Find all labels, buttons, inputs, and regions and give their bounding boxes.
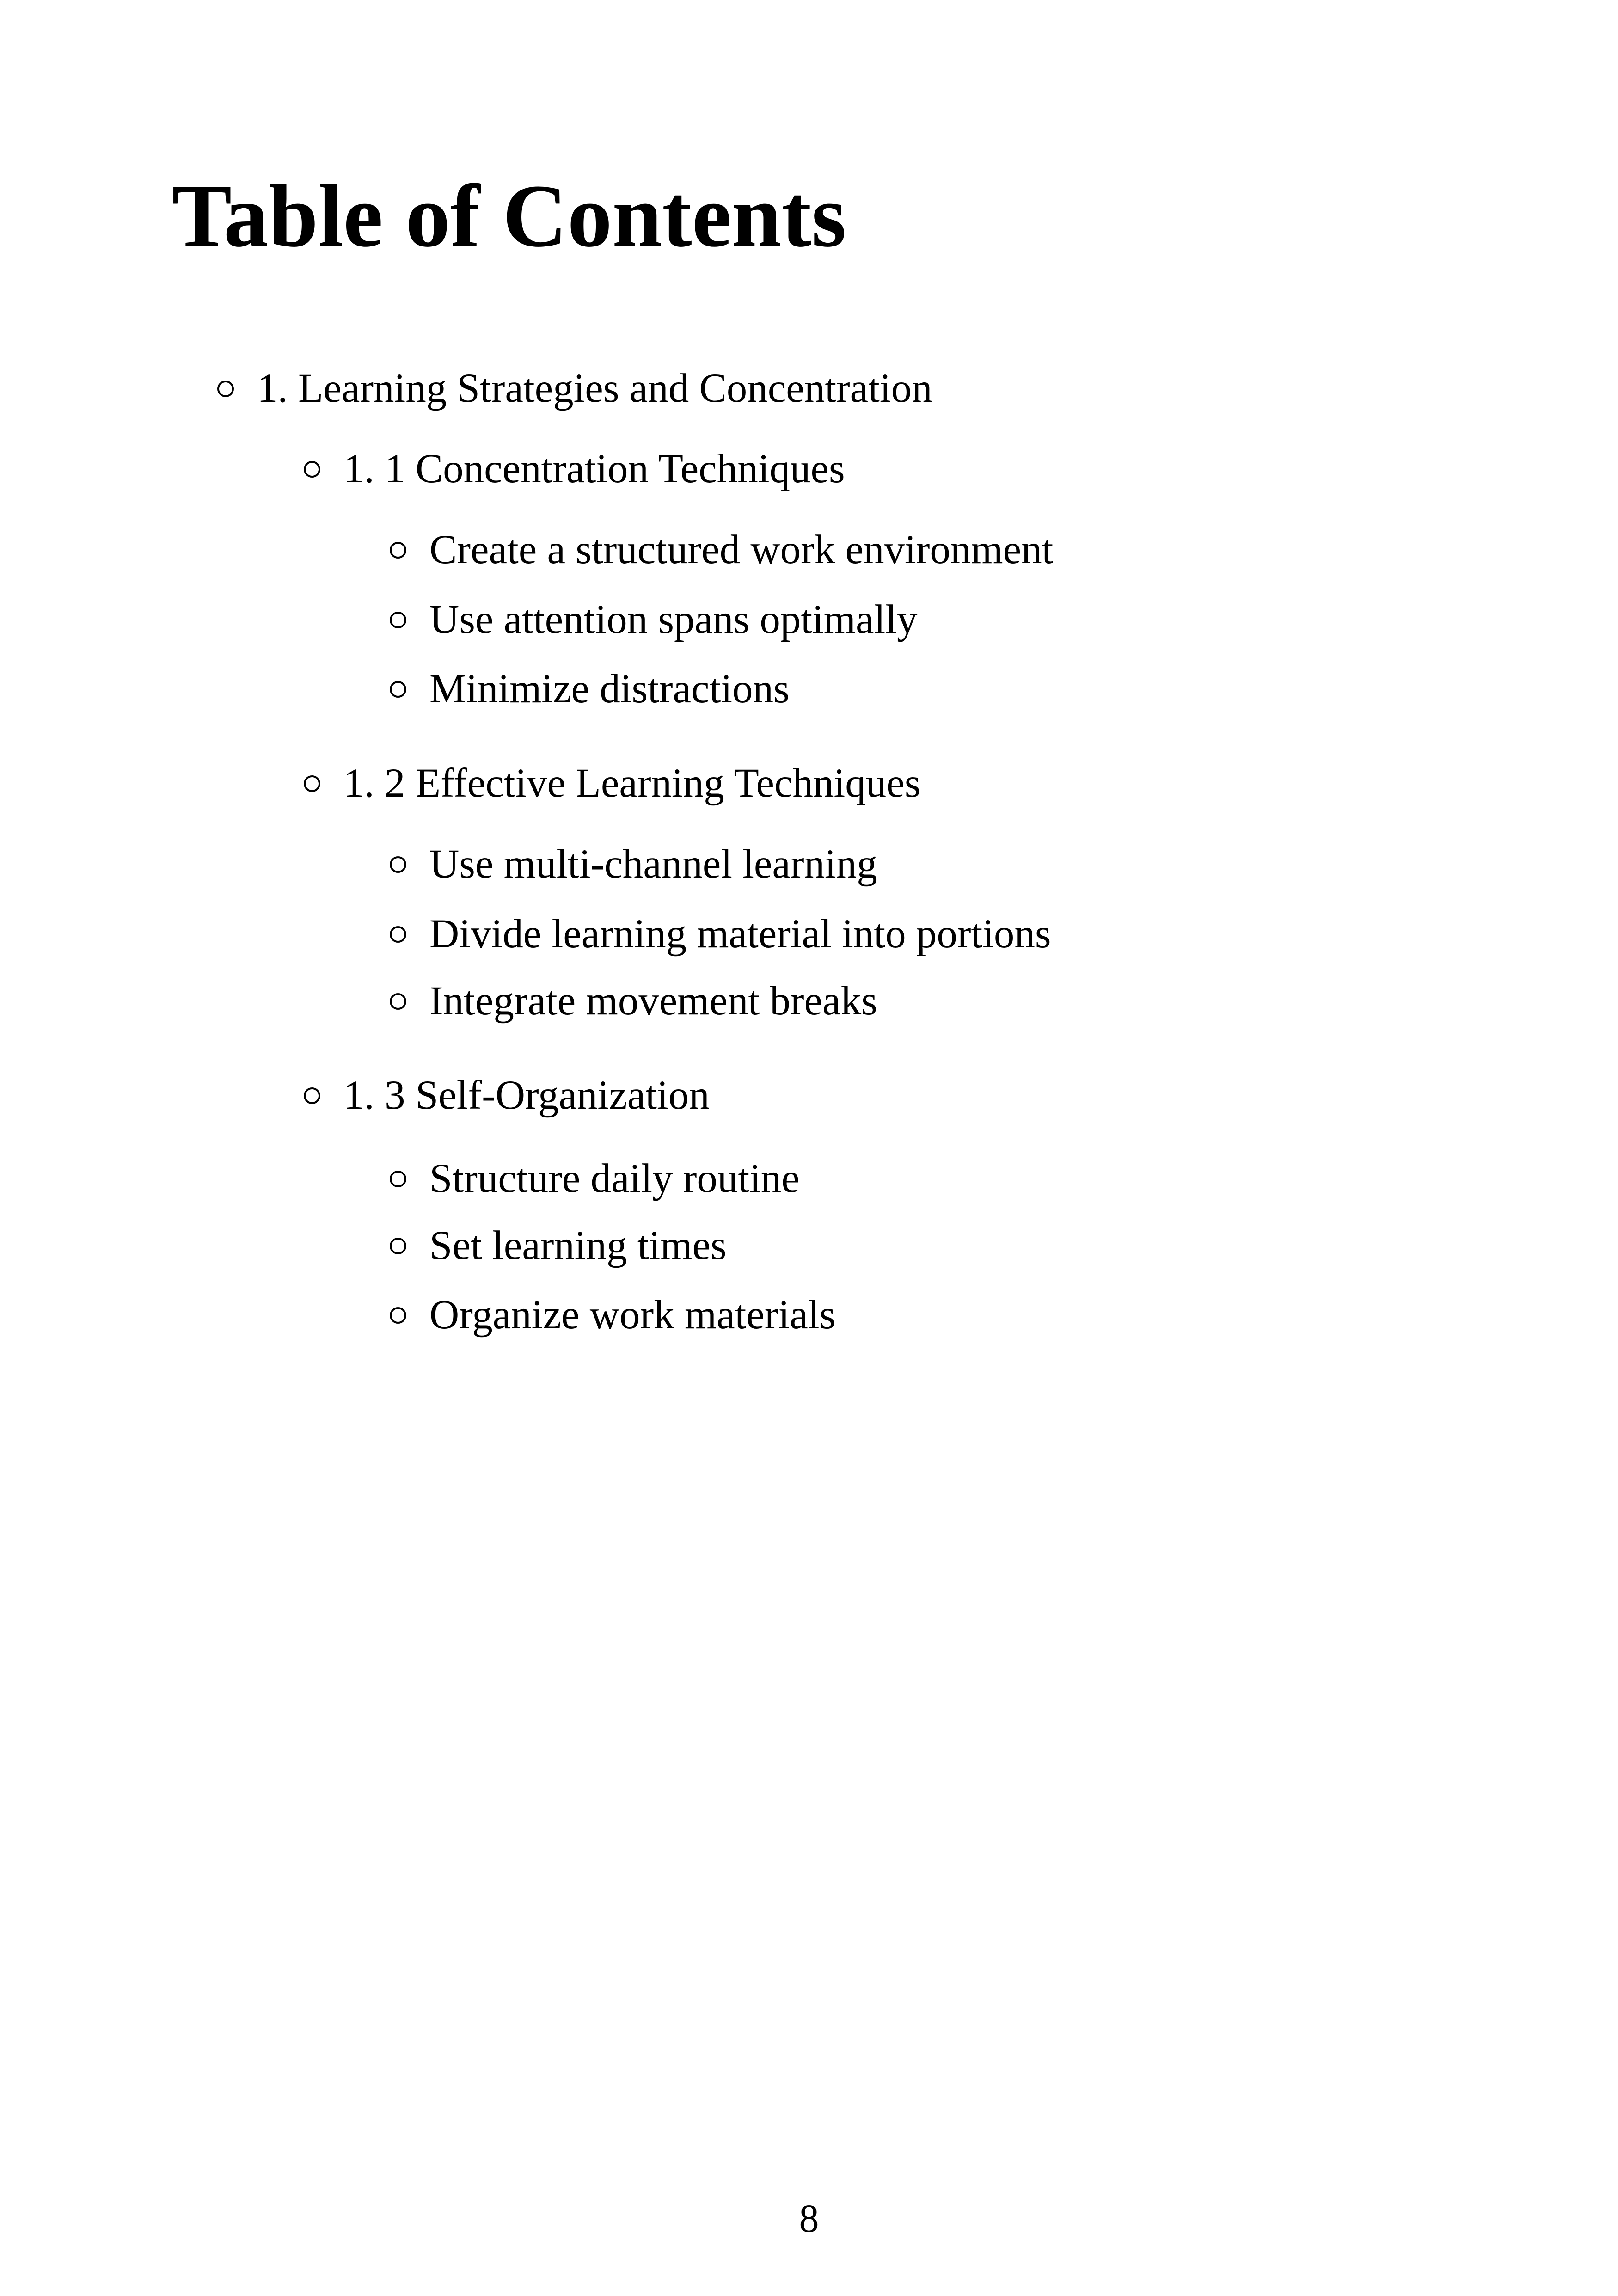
toc-chapter-1[interactable] <box>217 368 932 409</box>
hollow-circle-bullet-icon <box>390 856 406 873</box>
toc-item[interactable] <box>390 978 877 1024</box>
toc-section-1-2[interactable] <box>304 763 920 804</box>
hollow-circle-bullet-icon <box>390 1171 406 1187</box>
hollow-circle-bullet-icon <box>390 993 406 1010</box>
toc-item-label: Minimize distractions <box>429 666 790 712</box>
toc-item[interactable] <box>390 911 1051 957</box>
toc-item-label: Structure daily routine <box>429 1156 800 1201</box>
hollow-circle-bullet-icon <box>390 681 406 698</box>
toc-item-label: Create a structured work environment <box>429 527 1054 572</box>
hollow-circle-bullet-icon <box>304 461 320 478</box>
toc-item[interactable] <box>390 1158 800 1199</box>
hollow-circle-bullet-icon <box>304 1087 320 1104</box>
toc-item[interactable] <box>390 1225 727 1266</box>
toc-item-label: Use multi-channel learning <box>429 841 877 887</box>
toc-section-1-3[interactable] <box>304 1075 710 1116</box>
toc-item[interactable] <box>390 841 877 887</box>
page-title: Table of Contents <box>172 166 846 265</box>
toc-item-label: Divide learning material into portions <box>429 911 1051 957</box>
hollow-circle-bullet-icon <box>390 926 406 943</box>
toc-item-label: Set learning times <box>429 1223 727 1268</box>
hollow-circle-bullet-icon <box>390 612 406 628</box>
hollow-circle-bullet-icon <box>304 775 320 792</box>
toc-item-label: Integrate movement breaks <box>429 978 877 1024</box>
page-number: 8 <box>799 2196 819 2241</box>
toc-section-1-1[interactable] <box>304 448 845 490</box>
hollow-circle-bullet-icon <box>390 1307 406 1324</box>
hollow-circle-bullet-icon <box>390 542 406 559</box>
hollow-circle-bullet-icon <box>390 1238 406 1254</box>
hollow-circle-bullet-icon <box>217 381 234 397</box>
toc-item-label: Organize work materials <box>429 1292 836 1338</box>
toc-item[interactable] <box>390 666 790 712</box>
toc-section-label: 1. 3 Self-Organization <box>343 1073 710 1118</box>
toc-item[interactable] <box>390 1292 836 1338</box>
toc-item-label: Use attention spans optimally <box>429 597 918 642</box>
toc-item[interactable] <box>390 599 917 640</box>
toc-section-label: 1. 1 Concentration Techniques <box>343 446 845 491</box>
toc-item[interactable] <box>390 529 1053 571</box>
toc-section-label: 1. 2 Effective Learning Techniques <box>343 761 921 806</box>
toc-chapter-label: 1. Learning Strategies and Concentration <box>257 366 932 411</box>
